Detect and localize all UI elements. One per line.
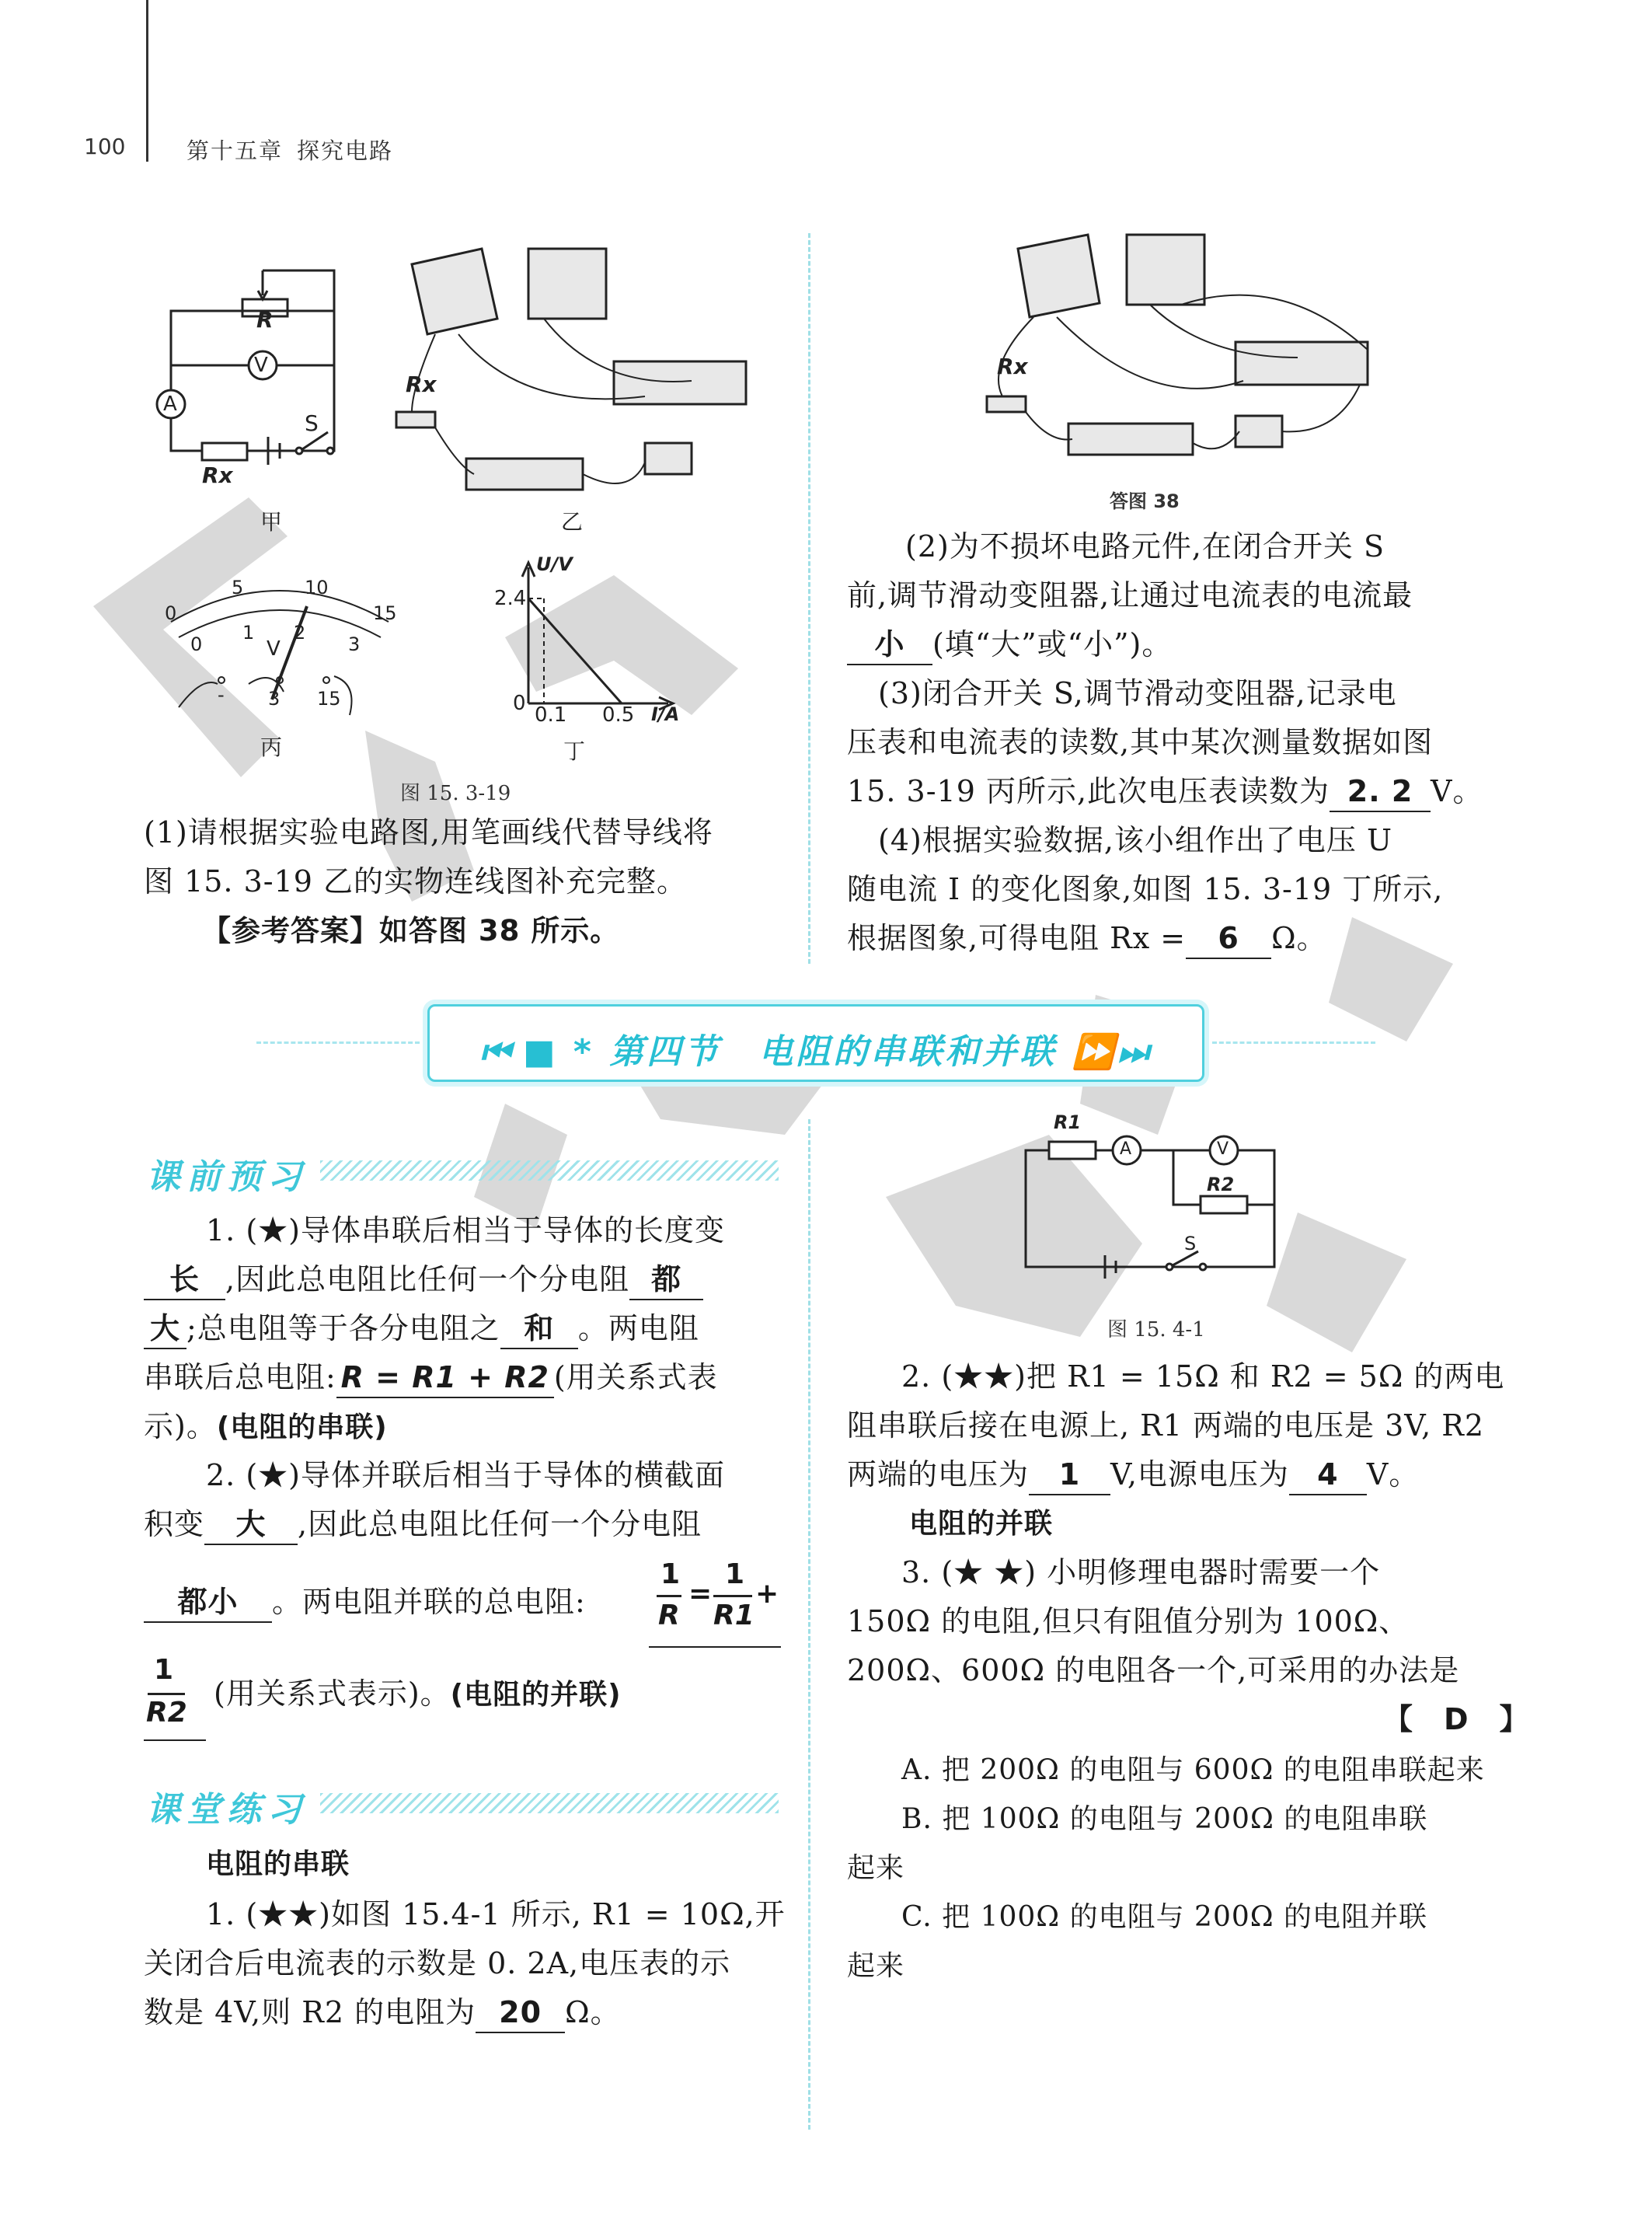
label-v-2: V: [1217, 1139, 1229, 1159]
r-q3-answer: 【 D 】: [1383, 1702, 1530, 1736]
label-rx-yi: Rx: [406, 372, 437, 397]
classroom-heading: 课堂练习: [146, 1790, 308, 1830]
r-q2-line2: 阻串联后接在电源上, R1 两端的电压是 3V, R2: [847, 1408, 1485, 1443]
c1-line3: [144, 1988, 621, 2037]
q2-line2: 前,调节滑动变阻器,让通过电流表的电流最: [847, 578, 1413, 612]
dial-top-5: 5: [232, 577, 244, 598]
q2-line1: (2)为不损坏电路元件,在闭合开关 S: [905, 529, 1385, 563]
r-q2-line3-text-a: 两端的电压为: [847, 1457, 1030, 1492]
q1-line2: 图 15. 3-19 乙的实物连线图补充完整。: [144, 864, 688, 898]
p2-answer-2: 都小: [144, 1582, 272, 1623]
c1-answer: 20: [476, 1993, 565, 2033]
formula-lhs-bar: [657, 1595, 681, 1597]
p1-tag: (电阻的串联): [216, 1411, 388, 1443]
graph-x-label: I/A: [651, 703, 680, 725]
circuit-diagram-15-4-1: [1018, 1119, 1298, 1298]
graph-y-label: U/V: [536, 553, 573, 575]
q3-answer: 2. 2: [1330, 772, 1431, 812]
graph-origin: 0: [513, 692, 526, 715]
page-number: 100: [84, 134, 126, 159]
p1-line2-text: ,因此总电阻比任何一个分电阻: [225, 1262, 630, 1296]
p1-line3-text-b: 。两电阻: [577, 1311, 699, 1345]
p1-line4: [144, 1353, 718, 1402]
label-rx-ans: Rx: [997, 354, 1028, 379]
chapter-number: 第十五章: [186, 138, 284, 164]
fig-label-yi: 乙: [561, 509, 584, 535]
option-a: A. 把 200Ω 的电阻与 600Ω 的电阻串联起来: [901, 1754, 1485, 1786]
section-banner: [427, 1004, 1204, 1082]
option-c-line1: C. 把 100Ω 的电阻与 200Ω 的电阻并联: [901, 1901, 1428, 1933]
q2-answer: 小: [847, 625, 932, 665]
formula-t1-den: R1: [713, 1600, 755, 1631]
q3-line3-text-a: 15. 3-19 丙所示,此次电压表读数为: [847, 774, 1330, 808]
q4-line3-text-b: Ω。: [1271, 921, 1327, 955]
p1-line4-text: 串联后总电阻:: [144, 1360, 336, 1394]
formula-t1-num: 1: [725, 1558, 745, 1590]
dial-bottom-3: 3: [348, 633, 361, 655]
apparatus-yi: [381, 233, 785, 513]
p1-line2: [144, 1255, 703, 1304]
play-icon: ⏩: [1072, 1032, 1118, 1072]
chapter-header: [186, 134, 407, 166]
stop-icon: ■: [522, 1032, 559, 1072]
label-a: A: [163, 393, 177, 416]
formula-plus: +: [755, 1578, 779, 1610]
r-q2-line1: 2. (★★)把 R1 = 15Ω 和 R2 = 5Ω 的两电: [901, 1359, 1505, 1394]
skip-icon: ⏭: [1117, 1032, 1152, 1072]
figure-caption-15-4-1: 图 15. 4-1: [1107, 1318, 1205, 1342]
terminal-15: 15: [317, 688, 341, 710]
p1-answer-1: 长: [144, 1260, 225, 1300]
p2-line4-text: (用关系式表示)。: [214, 1676, 451, 1711]
c1-line2: 关闭合后电流表的示数是 0. 2A,电压表的示: [144, 1946, 731, 1980]
r-q3-line1: 3. (★ ★) 小明修理电器时需要一个: [901, 1555, 1381, 1589]
p1-line4-text-b: (用关系式表: [553, 1360, 718, 1394]
dial-bottom-0: 0: [190, 633, 203, 655]
q3-line3: [847, 767, 1483, 816]
chapter-title: 探究电路: [297, 138, 394, 164]
terminal-3: 3: [268, 688, 281, 710]
option-b-line2: 起来: [847, 1852, 905, 1884]
label-r1: R1: [1054, 1111, 1082, 1133]
p1-answer-2b: 大: [144, 1309, 186, 1349]
p2-line2: [144, 1500, 702, 1549]
p1-answer-2a: 都: [629, 1260, 703, 1300]
dial-bottom-2: 2: [294, 622, 306, 644]
dial-top-0: 0: [165, 602, 177, 624]
p1-answer-3: 和: [500, 1309, 578, 1349]
classroom-heading-hatch: [320, 1793, 779, 1813]
label-v: V: [254, 354, 268, 377]
graph-y-tick: 2.4: [494, 587, 527, 610]
preview-heading-hatch: [320, 1160, 779, 1181]
r-q2-line3-text-b: V,电源电压为: [1110, 1457, 1289, 1492]
c1-line3-text-b: Ω。: [565, 1995, 621, 2029]
label-r2: R2: [1207, 1174, 1235, 1195]
r-q3-line2: 150Ω 的电阻,但只有阻值分别为 100Ω、: [847, 1604, 1410, 1638]
r-q2-line3-text-c: V。: [1366, 1457, 1420, 1492]
c1-line1: 1. (★★)如图 15.4-1 所示, R1 = 10Ω,开: [206, 1897, 786, 1931]
p1-answer-4: R = R1 + R2: [336, 1358, 554, 1398]
graph-x-tick-01: 0.1: [535, 703, 567, 727]
q2-line3-text: (填“大”或“小”)。: [932, 627, 1173, 661]
r-q3-line3: 200Ω、600Ω 的电阻各一个,可采用的办法是: [847, 1653, 1460, 1687]
fig-label-bing: 丙: [260, 734, 283, 760]
answer-figure-38: [971, 225, 1453, 482]
label-a-2: A: [1120, 1139, 1132, 1159]
p1-line5-text: 示)。: [144, 1409, 217, 1443]
header-rule: [146, 0, 148, 162]
q2-line3: [847, 620, 1172, 669]
label-s-2: S: [1184, 1233, 1197, 1254]
c1-line3-text-a: 数是 4V,则 R2 的电阻为: [144, 1995, 476, 2029]
graph-x-tick-05: 0.5: [602, 703, 635, 727]
sub-heading-parallel: 电阻的并联: [909, 1508, 1054, 1540]
label-r: R: [256, 307, 274, 333]
fig-label-jia: 甲: [260, 509, 283, 535]
rewind-icon: ⏮: [480, 1032, 508, 1072]
p1-line3: [144, 1304, 699, 1353]
option-c-line2: 起来: [847, 1950, 905, 1982]
p2-line2-text-a: 积变: [144, 1507, 205, 1541]
q3-line1: (3)闭合开关 S,调节滑动变阻器,记录电: [878, 676, 1397, 710]
r-q2-line3: [847, 1450, 1419, 1499]
formula-lhs-num: 1: [660, 1558, 681, 1590]
r-q2-answer-1: 1: [1029, 1455, 1110, 1495]
p2-line2-text-b: ,因此总电阻比任何一个分电阻: [298, 1507, 702, 1541]
banner-dash-right: [1212, 1041, 1375, 1044]
option-b-line1: B. 把 100Ω 的电阻与 200Ω 的电阻串联: [901, 1803, 1428, 1835]
label-rx: Rx: [202, 462, 233, 488]
p2-line3-text: 。两电阻并联的总电阻:: [272, 1585, 586, 1619]
dial-bottom-1: 1: [242, 622, 255, 644]
figure-caption-38: 答图 38: [1110, 490, 1180, 512]
label-s: S: [305, 410, 319, 436]
q4-line3: [847, 914, 1327, 963]
dial-top-15: 15: [373, 602, 397, 624]
formula-eq: =: [688, 1578, 713, 1610]
q4-line2: 随电流 I 的变化图象,如图 15. 3-19 丁所示,: [847, 872, 1444, 906]
q3-line3-text-b: V。: [1431, 774, 1483, 808]
section-title: [430, 1024, 1202, 1073]
q1-line1: (1)请根据实验电路图,用笔画线代替导线将: [144, 815, 713, 850]
p1-line5: [144, 1402, 388, 1452]
q4-line3-text-a: 根据图象,可得电阻 Rx =: [847, 921, 1187, 955]
preview-heading: 课前预习: [146, 1157, 308, 1197]
q4-answer: 6: [1186, 919, 1271, 959]
p2-line1: 2. (★)导体并联后相当于导体的横截面: [206, 1458, 725, 1492]
banner-dash-left: [256, 1041, 420, 1044]
terminal-minus: -: [218, 684, 225, 706]
answer-reference: 【参考答案】如答图 38 所示。: [202, 914, 620, 947]
p2-answer-1: 大: [204, 1505, 298, 1545]
dial-top-10: 10: [305, 577, 329, 598]
p2-line4: [214, 1670, 622, 1719]
formula-t2-bar: [148, 1693, 185, 1695]
p1-line1: 1. (★)导体串联后相当于导体的长度变: [206, 1213, 725, 1247]
r-q2-answer-2: 4: [1289, 1455, 1367, 1495]
p2-line3: [144, 1578, 586, 1627]
dial-unit: V: [267, 637, 281, 661]
fig-label-ding: 丁: [563, 738, 586, 764]
q3-line2: 压表和电流表的读数,其中某次测量数据如图: [847, 725, 1434, 759]
section-title-text: * 第四节 电阻的串联和并联: [573, 1032, 1058, 1072]
formula-t1-bar: [713, 1595, 752, 1597]
formula-lhs-den: R: [658, 1600, 680, 1631]
p1-line3-text: ;总电阻等于各分电阻之: [186, 1311, 500, 1345]
formula-t2-den: R2: [146, 1697, 187, 1729]
formula-t2-num: 1: [154, 1654, 174, 1686]
q4-line1: (4)根据实验数据,该小组作出了电压 U: [878, 823, 1393, 857]
sub-heading-series: 电阻的串联: [206, 1848, 350, 1880]
figure-caption-15-3-19: 图 15. 3-19: [400, 782, 511, 805]
p2-tag: (电阻的并联): [450, 1679, 622, 1711]
